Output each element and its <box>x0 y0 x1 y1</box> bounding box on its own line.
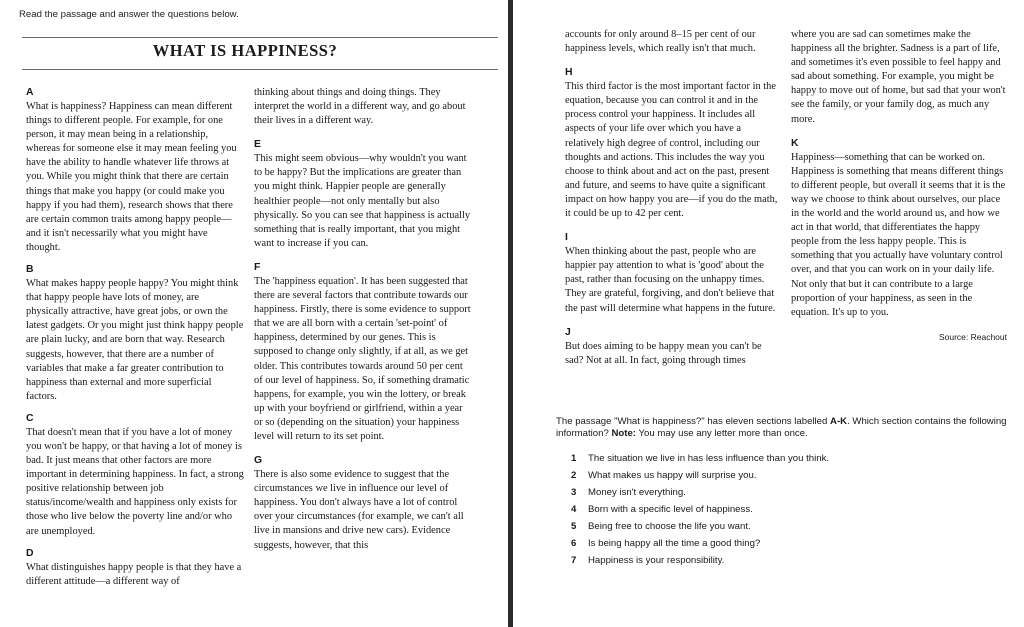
section-a-letter: A <box>26 87 34 98</box>
section-d-letter: D <box>26 547 34 559</box>
question-item <box>571 552 1011 569</box>
task-text-before: The passage "What is happiness?" has eleven sections labelled <box>556 416 831 427</box>
task-instructions <box>556 416 1011 440</box>
left-column-1 <box>26 86 244 589</box>
section-e-letter: E <box>254 139 261 151</box>
question-number: 4 <box>571 504 577 515</box>
task-text-mid: . Which section contains the following information? <box>556 416 1007 439</box>
question-text: Is being happy all the time a good thing? <box>588 538 761 549</box>
question-number: 3 <box>571 487 577 498</box>
section-f-text: The 'happiness equation'. It has been suggested that there are several factors that contribute towards our happiness. Firstly, there is some evidence to support that we are all born with a certain 'set-point' of happiness, determined by our genes. This is supposed to change only slightly, if at all, as we get older. This contributes towards around 50 per cent of our level of happiness. So, if something dramatic happens, for example, you win the lottery, or break up with your boyfriend or girlfriend, within a year or so (depending on the situation) your happiness level will return to its set point. <box>254 275 471 442</box>
section-c-text: That doesn't mean that if you have a lot of money you won't be happy, or that having a lot of money is bad. It just means that other factors are more important in determining happiness. In fact, a strong positive relationship between job status/income/wealth and happiness only exists for those who live below the poverty line and/or who are unemployed. <box>26 426 244 537</box>
question-list <box>571 450 1011 569</box>
right-column-1 <box>565 28 779 368</box>
section-i-letter: I <box>565 232 568 244</box>
question-number: 7 <box>571 555 577 566</box>
right-page <box>513 0 1024 627</box>
question-number: 5 <box>571 521 577 532</box>
question-text: The situation we live in has less influence than you think. <box>588 453 830 464</box>
question-item <box>571 467 1011 484</box>
section-a-text: What is happiness? Happiness can mean different things to different people. For example, for one person, it may mean being in a relationship, whereas for someone else it may mean feeling you have the ability to handle whatever life throws at you. While you might think that there are certain things that make you happy (or could make you happy if you had them), research shows that there are certain common traits among happy people—and it isn't necessarily what you might have thought. <box>26 101 237 253</box>
question-item <box>571 450 1011 467</box>
question-text: Money isn't everything. <box>588 487 686 498</box>
task-note-text: You may use any letter more than once. <box>635 428 808 439</box>
section-b-text: What makes happy people happy? You might think that happy people have lots of money, are physically attractive, have great jobs, or own the latest gadgets. Or you might just think happy people are plain lucky, and are born that way. Research suggests, however, that there are a number of variables that make a far greater contribution to happiness than external and more superficial factors. <box>26 278 244 402</box>
title-rule-top <box>22 37 498 38</box>
question-item <box>571 518 1011 535</box>
title-rule-bottom <box>22 69 498 70</box>
left-page <box>0 0 508 627</box>
source-credit: Source: Reachout <box>938 331 1007 342</box>
section-g-letter: G <box>254 455 263 467</box>
question-item <box>571 535 1011 552</box>
section-g-text-part1: There is also some evidence to suggest that the circumstances we live in influence our level of happiness. You don't always have a lot of control over your circumstances (for example, we can't all live in mansions and drive new cars). Evidence suggests, however, that this <box>254 469 464 551</box>
question-number: 1 <box>571 453 577 464</box>
task-range: A-K <box>830 416 848 427</box>
question-number: 2 <box>571 470 577 481</box>
question-text: Happiness is your responsibility. <box>588 555 725 566</box>
section-d-text-part1: What distinguishes happy people is that they have a different attitude—a different way of <box>26 561 242 587</box>
section-d-text-part2: thinking about things and doing things. They interpret the world in a different way, and go about their lives in a different way. <box>254 87 466 127</box>
section-c-letter: C <box>26 412 34 424</box>
question-text: Being free to choose the life you want. <box>588 521 751 532</box>
section-g-text-part2: accounts for only around 8–15 per cent of our happiness levels, which really isn't that much. <box>565 29 756 55</box>
instruction-text: Read the passage and answer the questions below. <box>19 9 239 20</box>
question-item <box>571 501 1011 518</box>
question-text: Born with a specific level of happiness. <box>588 504 753 515</box>
section-k-letter: K <box>791 137 799 149</box>
passage-title: WHAT IS HAPPINESS? <box>152 41 338 60</box>
section-f-letter: F <box>254 261 261 273</box>
left-column-2 <box>254 86 472 553</box>
section-j-text-part2: where you are sad can sometimes make the happiness all the brighter. Sadness is a part of life, and sometimes it's even possible to feel happy and sad about something. For example, you might be happy to move out of home, but sad that your won't see the family, or your family dog, as much any more. <box>791 29 1006 125</box>
question-item <box>571 484 1011 501</box>
section-b-letter: B <box>26 264 34 276</box>
right-column-2 <box>791 28 1007 344</box>
section-h-text: This third factor is the most important factor in the equation, because you can control it and in the process control your happiness. It includes all aspects of your life over which you have a relatively high degree of control, including our thoughts and actions. This includes the way you choose to think about and act on the past, present and future, and seems to have quite a significant impact on how happy you are—if you do the math, it could be up to 42 per cent. <box>565 81 778 220</box>
section-h-letter: H <box>565 67 573 79</box>
section-e-text: This might seem obvious—why wouldn't you want to be happy? But the implications are greater than you might think. Happier people are generally healthier people—not only mentally but also physically. So you can see that happiness is actually something that is really important, that you might want to increase if you can. <box>254 153 471 249</box>
section-k-text: Happiness—something that can be worked on. Happiness is something that means different things to different people, but overall it seems that it is the way we choose to think about ourselves, our place in the world and the world around us, and how we act in that world, that differentiates the happy people from the less happy people. This is something that you actually have voluntary control over, and that you can work on in your daily life. Not only that but it can contribute to a large proportion of your happiness, as seen in the equation. It's up to you. <box>791 151 1006 318</box>
section-j-letter: J <box>565 326 571 338</box>
question-text: What makes us happy will surprise you. <box>588 470 757 481</box>
task-note-label: Note: <box>611 428 636 439</box>
section-j-text-part1: But does aiming to be happy mean you can't be sad? Not at all. In fact, going through times <box>565 340 762 366</box>
section-i-text: When thinking about the past, people who are happier pay attention to what is 'good' about the past, rather than focusing on the unhappy times. They are grateful, forgiving, and don't believe that the past will determine what happens in the future. <box>565 246 776 314</box>
question-number: 6 <box>571 538 577 549</box>
